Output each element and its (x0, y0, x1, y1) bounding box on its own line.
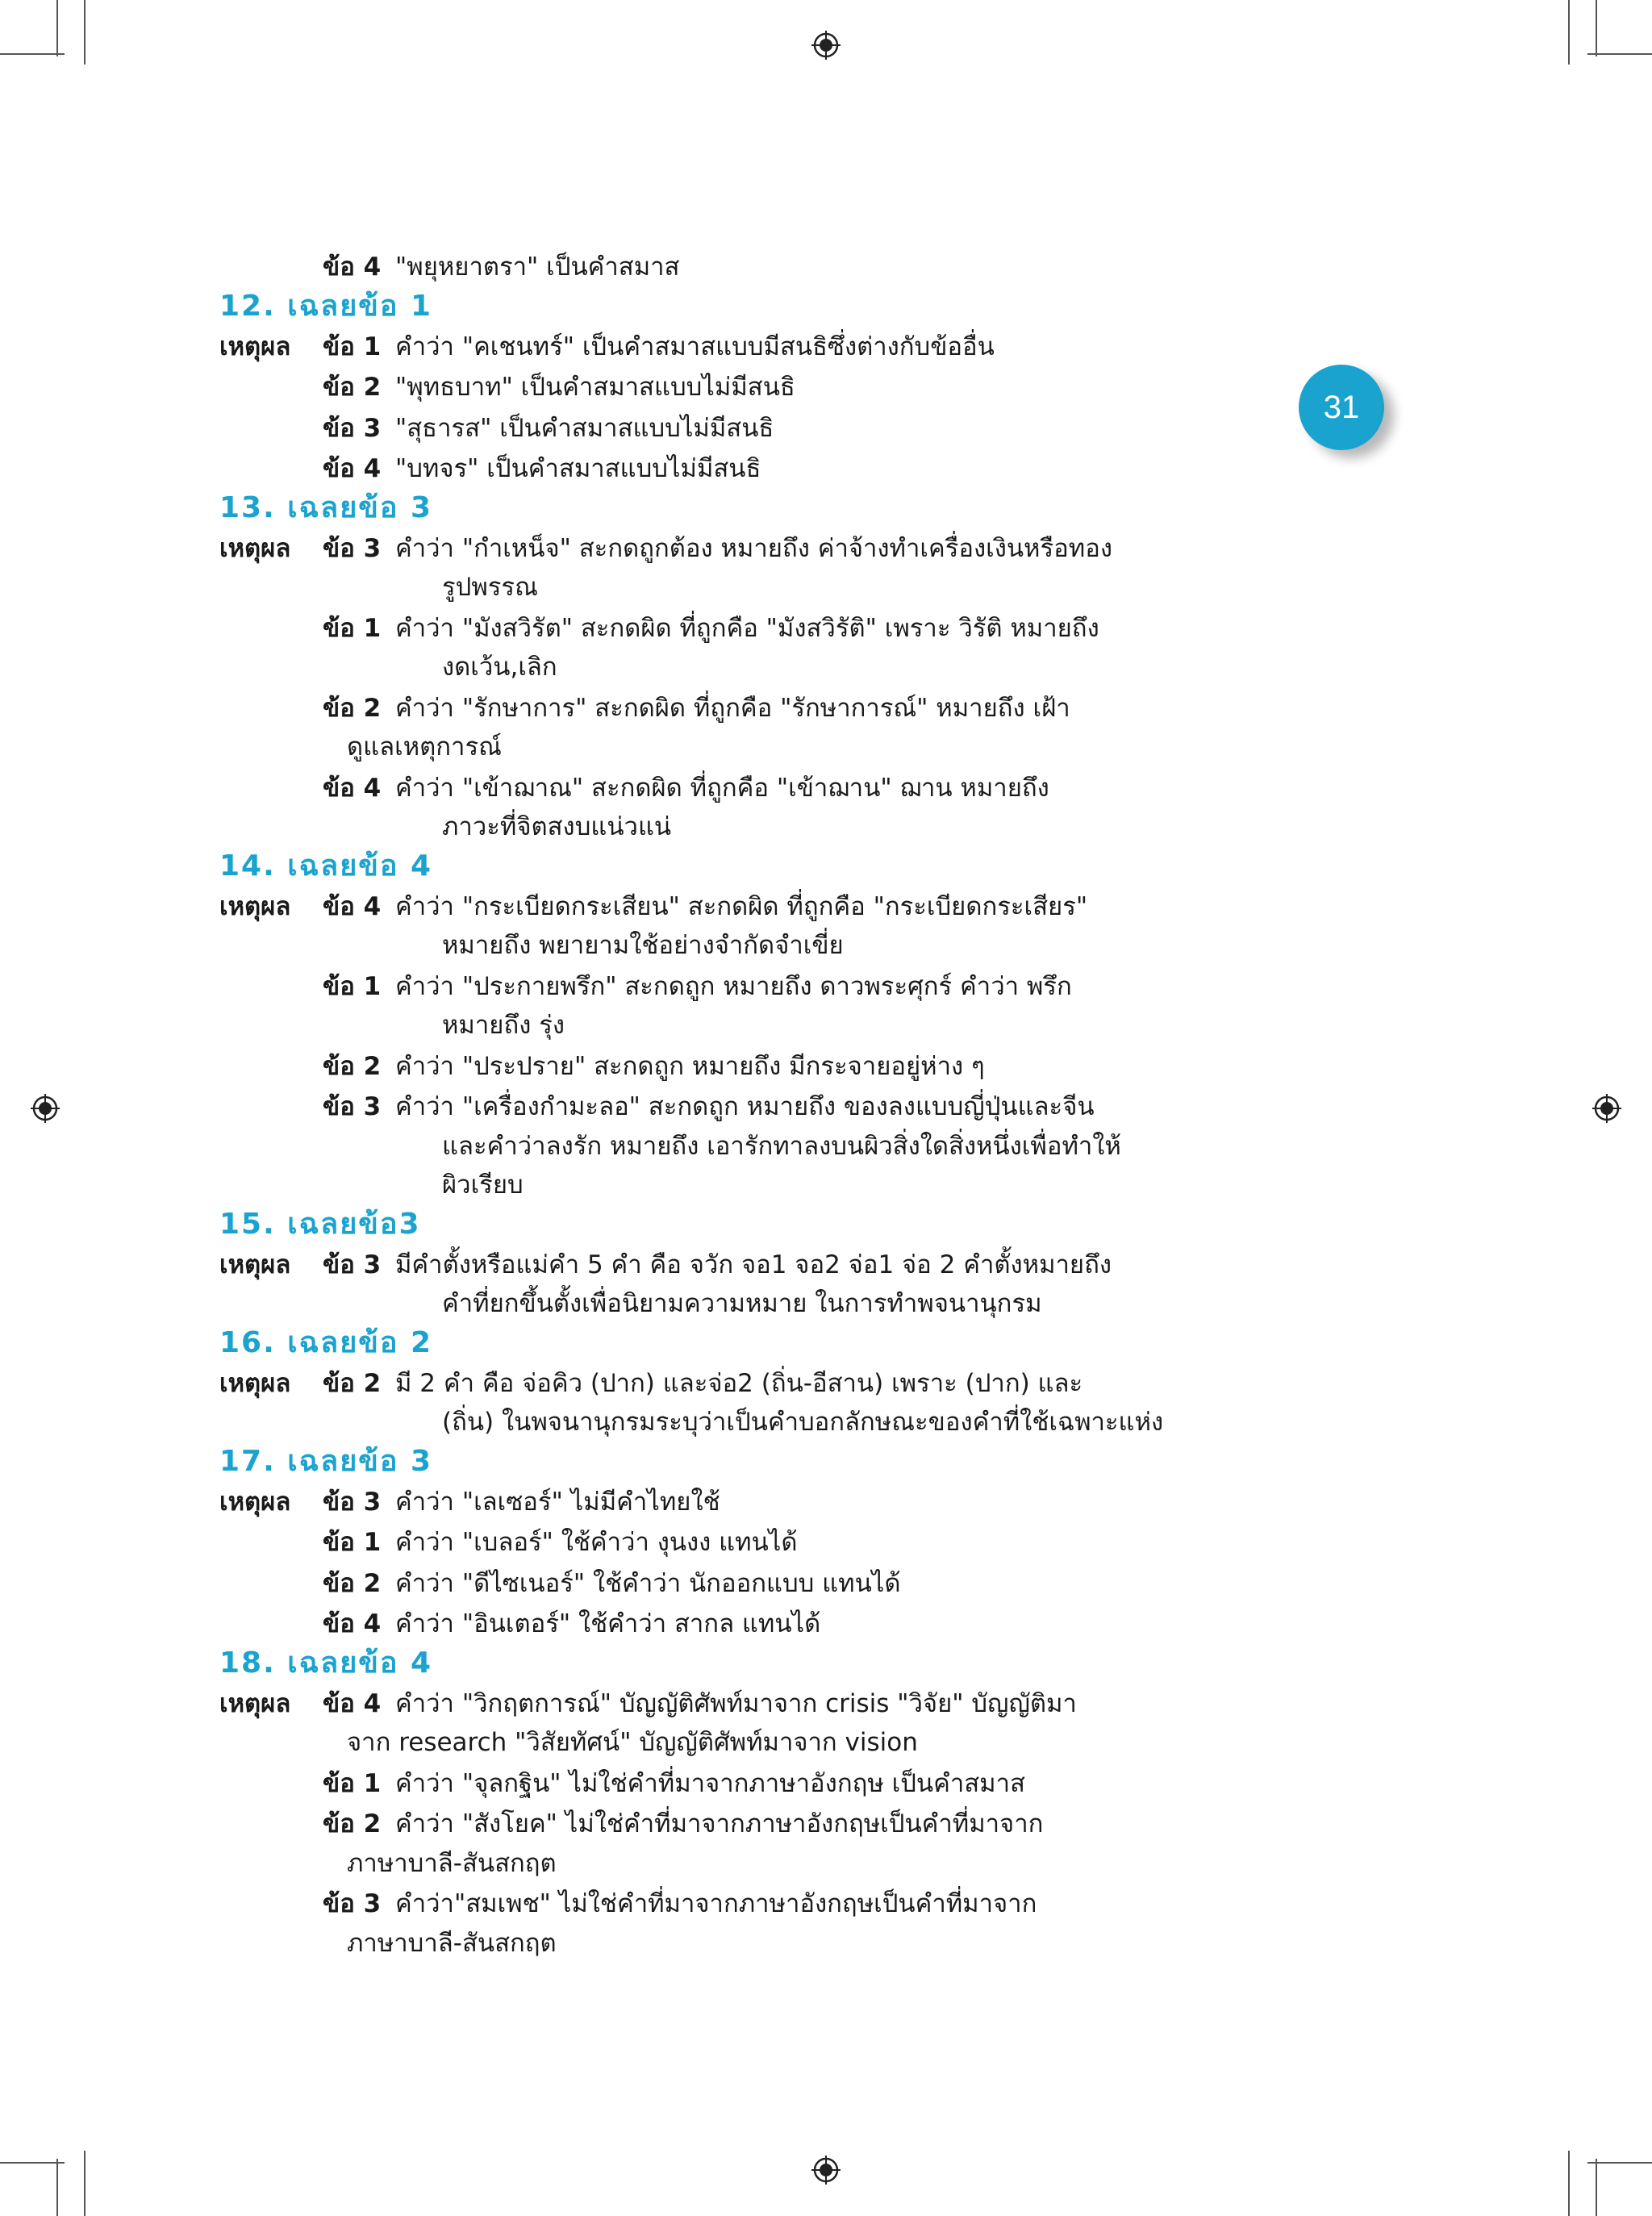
crop-mark (1568, 2151, 1570, 2216)
item-text-line: คำว่า"สมเพช" ไม่ใช่คำที่มาจากภาษาอังกฤษเป็นคำที่มาจาก (395, 1889, 1037, 1918)
reason-item (219, 448, 1228, 489)
item-number: ข้อ 2 (323, 373, 382, 402)
crop-mark (0, 2162, 65, 2164)
registration-mark-icon (810, 29, 842, 61)
item-text-line: คำว่า "สังโยค" ไม่ใช่คำที่มาจากภาษาอังกฤษเป็นคำที่มาจาก (395, 1809, 1044, 1838)
item-number: ข้อ 2 (323, 1809, 382, 1838)
reason-item (219, 366, 1228, 407)
reason-item (219, 886, 1228, 966)
item-number: ข้อ 1 (323, 332, 382, 361)
reason-item (219, 1803, 1228, 1883)
item-text-line: คำว่า "ดีไซเนอร์" ใช้คำว่า นักออกแบบ แทนได้ (395, 1568, 901, 1598)
item-text-line: ภาวะที่จิตสงบแน่วแน่ (442, 812, 672, 841)
item-text-line: มี 2 คำ คือ จ่อคิว (ปาก) และจ่อ2 (ถิ่น-อีสาน) เพราะ (ปาก) และ (395, 1368, 1083, 1398)
item-number: ข้อ 2 (323, 1368, 382, 1398)
answer-key (219, 246, 1228, 1963)
item-text-line: คำว่า "อินเตอร์" ใช้คำว่า สากล แทนได้ (395, 1609, 821, 1638)
reason-item (219, 1086, 1228, 1205)
answer-heading: 16. เฉลยข้อ 2 (219, 1325, 433, 1359)
item-text-line: หมายถึง รุ่ง (442, 1011, 565, 1040)
item-number: ข้อ 1 (323, 613, 382, 643)
crop-mark (84, 0, 86, 65)
reason-item (219, 1244, 1228, 1324)
reason-label: เหตุผล (219, 891, 291, 921)
crop-mark (0, 53, 65, 55)
item-number: ข้อ 2 (323, 1051, 382, 1081)
item-number: ข้อ 4 (323, 454, 382, 483)
reason-label: เหตุผล (219, 1368, 291, 1398)
item-text-line: "สุธารส" เป็นคำสมาสแบบไม่มีสนธิ (395, 413, 774, 443)
item-text-line: ภาษาบาลี-สันสกฤต (347, 1928, 557, 1958)
item-text-line: คำว่า "จุลกฐิน" ไม่ใช่คำที่มาจากภาษาอังกฤษ เป็นคำสมาส (395, 1768, 1025, 1798)
item-text-line: หมายถึง พยายามใช้อย่างจำกัดจำเขี่ย (442, 931, 844, 960)
reason-item (219, 1481, 1228, 1522)
item-number: ข้อ 4 (323, 1688, 382, 1718)
reason-label: เหตุผล (219, 533, 291, 563)
reason-item (219, 1763, 1228, 1804)
item-text-line: "พุทธบาท" เป็นคำสมาสแบบไม่มีสนธิ (395, 373, 795, 402)
answer-heading: 14. เฉลยข้อ 4 (219, 849, 433, 883)
item-number: ข้อ 4 (323, 773, 382, 803)
item-text-line: งดเว้น,เลิก (442, 653, 557, 682)
item-number: ข้อ 3 (323, 1250, 382, 1279)
item-number: ข้อ 3 (323, 413, 382, 443)
reason-item (219, 1521, 1228, 1563)
reason-item (219, 528, 1228, 607)
item-text-line: คำว่า "ประปราย" สะกดถูก หมายถึง มีกระจายอยู่ห่าง ๆ (395, 1051, 985, 1081)
reason-item (219, 1603, 1228, 1644)
reason-item (219, 1683, 1228, 1763)
answer-heading: 17. เฉลยข้อ 3 (219, 1444, 433, 1478)
item-text-line: จาก research "วิสัยทัศน์" บัญญัติศัพท์มาจาก vision (347, 1728, 918, 1757)
answer-heading: 18. เฉลยข้อ 4 (219, 1646, 433, 1680)
item-number: ข้อ 1 (323, 1768, 382, 1798)
item-number: ข้อ 3 (323, 533, 382, 563)
item-text-line: คำว่า "เข้าฌาณ" สะกดผิด ที่ถูกคือ "เข้าฌาน" ฌาน หมายถึง (395, 773, 1049, 803)
item-text-line: (ถิ่น) ในพจนานุกรมระบุว่าเป็นคำบอกลักษณะของคำที่ใช้เฉพาะแห่ง (442, 1408, 1164, 1437)
reason-label: เหตุผล (219, 332, 291, 361)
crop-mark (56, 2159, 58, 2216)
item-text-line: คำว่า "เลเซอร์" ไม่มีคำไทยใช้ (395, 1487, 720, 1517)
reason-item (219, 966, 1228, 1045)
reason-item (219, 687, 1228, 767)
item-number: ข้อ 1 (323, 971, 382, 1001)
answer-heading: 13. เฉลยข้อ 3 (219, 490, 433, 524)
item-text-line: คำว่า "กระเบียดกระเสียน" สะกดผิด ที่ถูกคือ "กระเบียดกระเสียร" (395, 891, 1088, 921)
item-text-line: คำว่า "เบลอร์" ใช้คำว่า งุนงง แทนได้ (395, 1528, 798, 1557)
reason-item (219, 767, 1228, 847)
item-text-line: คำว่า "ประกายพรึก" สะกดถูก หมายถึง ดาวพระศุกร์ คำว่า พรึก (395, 971, 1072, 1001)
item-number: ข้อ 4 (323, 252, 382, 282)
sections (219, 287, 1228, 1964)
item-text-line: รูปพรรณ (442, 573, 538, 602)
reason-label: เหตุผล (219, 1487, 291, 1517)
item-number: ข้อ 4 (323, 891, 382, 921)
reason-item (219, 607, 1228, 687)
crop-mark (1596, 2159, 1597, 2216)
crop-mark (1568, 0, 1570, 65)
answer-heading: 15. เฉลยข้อ3 (219, 1207, 421, 1241)
crop-mark (56, 0, 58, 56)
reason-item (219, 1563, 1228, 1604)
item-text-line: คำว่า "กำเหน็จ" สะกดถูกต้อง หมายถึง ค่าจ้างทำเครื่องเงินหรือทอง (395, 533, 1112, 563)
reason-item (219, 1363, 1228, 1442)
item-number: ข้อ 3 (323, 1889, 382, 1918)
item-text-line: คำว่า "วิกฤตการณ์" บัญญัติศัพท์มาจาก crisis "วิจัย" บัญญัติมา (395, 1688, 1077, 1718)
item-number: ข้อ 4 (323, 1609, 382, 1638)
item-number: ข้อ 2 (323, 693, 382, 723)
item-text-line: คำว่า "คเชนทร์" เป็นคำสมาสแบบมีสนธิซึ่งต่างกับข้ออื่น (395, 332, 995, 361)
reason-item (219, 1045, 1228, 1087)
registration-mark-icon (810, 2154, 842, 2186)
crop-mark (84, 2151, 86, 2216)
reason-item (219, 407, 1228, 449)
item-text-line: คำว่า "รักษาการ" สะกดผิด ที่ถูกคือ "รักษาการณ์" หมายถึง เฝ้า (395, 693, 1070, 723)
item-text-line: ภาษาบาลี-สันสกฤต (347, 1848, 557, 1878)
item-text: "พยุหยาตรา" เป็นคำสมาส (395, 252, 680, 282)
item-number: ข้อ 1 (323, 1528, 382, 1557)
reason-label: เหตุผล (219, 1250, 291, 1279)
item-text-line: และคำว่าลงรัก หมายถึง เอารักทาลงบนผิวสิ่งใดสิ่งหนึ่งเพื่อทำให้ (442, 1131, 1121, 1161)
item-text-line: คำว่า "มังสวิรัต" สะกดผิด ที่ถูกคือ "มังสวิรัติ" เพราะ วิรัติ หมายถึง (395, 613, 1099, 643)
crop-mark (1596, 0, 1597, 56)
page-number-badge: 31 (1299, 365, 1384, 450)
item-text-line: คำว่า "เครื่องกำมะลอ" สะกดถูก หมายถึง ของลงแบบญี่ปุ่นและจีน (395, 1092, 1095, 1121)
item-number: ข้อ 3 (323, 1487, 382, 1517)
item-text-line: คำที่ยกขึ้นตั้งเพื่อนิยามความหมาย ในการทำพจนานุกรม (442, 1289, 1042, 1318)
item-text-line: ดูแลเหตุการณ์ (347, 732, 502, 762)
reason-item (219, 326, 1228, 367)
crop-mark (1587, 53, 1652, 55)
item-number: ข้อ 3 (323, 1092, 382, 1121)
item-text-line: "บทจร" เป็นคำสมาสแบบไม่มีสนธิ (395, 454, 761, 483)
answer-heading: 12. เฉลยข้อ 1 (219, 289, 433, 323)
item-text-line: มีคำตั้งหรือแม่คำ 5 คำ คือ จวัก จอ1 จอ2 จ่อ1 จ่อ 2 คำตั้งหมายถึง (395, 1250, 1112, 1279)
reason-item (219, 1883, 1228, 1963)
registration-mark-icon (1591, 1092, 1623, 1125)
item-text-line: ผิวเรียบ (442, 1171, 524, 1200)
lead-item (219, 246, 1228, 287)
crop-mark (1587, 2162, 1652, 2164)
item-number: ข้อ 2 (323, 1568, 382, 1598)
reason-label: เหตุผล (219, 1688, 291, 1718)
registration-mark-icon (29, 1092, 61, 1125)
